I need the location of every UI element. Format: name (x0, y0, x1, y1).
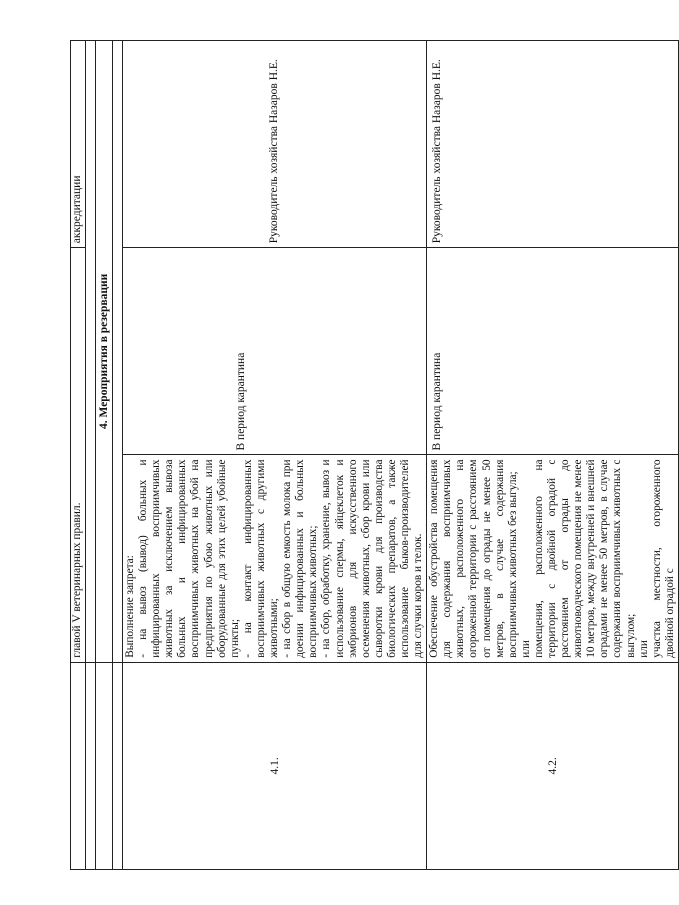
spacer-cell (86, 41, 96, 663)
content-line: - на вывоз (вывод) больных и инфицированных восприимчивых животных за исключением вывоза больных и инфицированных восприимчивых животных на убой на предприятия по убою животных или оборудованные для этих целей убойные пункты; (137, 459, 241, 658)
content-line: - на сбор, обработку, хранение, вывоз и использование спермы, яйцеклеток и эмбрионов для искусственного осеменения животных, сбор крови или сыворотки крови для производства биологических препаратов, а также использование быков-производителей для случки коров и телок. (320, 459, 425, 658)
content-line: - на сбор в общую емкость молока при доении инфицированных и больных восприимчивых животных; (281, 459, 320, 658)
section-title: 4. Мероприятия в резервации (96, 41, 113, 663)
row-content (427, 455, 679, 662)
table-row (427, 41, 679, 870)
quarantine-measures-table (70, 40, 679, 870)
spacer-cell (86, 662, 96, 869)
row-when: В период карантина (123, 248, 427, 455)
content-line: Обеспечение обустройства помещения для содержания восприимчивых животных, расположенного на огороженной территории с расстоянием от помещения до ограды не менее 50 метров, в случае содержания восприимчивых животных без выгула; (428, 459, 519, 658)
empty-cell (71, 662, 86, 869)
row-number: 4.2. (427, 662, 679, 869)
row-when: В период карантина (427, 248, 679, 455)
spacer-cell (113, 662, 123, 869)
content-line: помещения, расположенного на территории с двойной оградой с расстоянием от ограды до животноводческого помещения не менее 10 метров, между внутренней и внешней оградами не менее 50 метров, в случае содержания восприимчивых животных с выгулом; (532, 459, 637, 658)
empty-cell (96, 662, 113, 869)
row-number: 4.1. (123, 662, 427, 869)
content-line: - на контакт инфицированных восприимчивых животных с другими животными; (241, 459, 281, 658)
row-responsible: Руководитель хозяйства Назаров Н.Е. (427, 41, 679, 248)
spacer-row (113, 41, 123, 870)
content-line: или (637, 640, 650, 658)
prev-row-content: главой V ветеринарных правил. (71, 248, 86, 663)
table-row (123, 41, 427, 870)
section-header-row (96, 41, 113, 870)
content-line: или (519, 640, 532, 658)
spacer-cell (113, 41, 123, 663)
content-line: участка местности, огороженного двойной оградой с (650, 459, 676, 658)
prev-row-responsible: аккредитации (71, 41, 86, 248)
table-row-previous (71, 41, 86, 870)
spacer-row (86, 41, 96, 870)
rotated-table-container (70, 40, 676, 870)
row-content (123, 455, 427, 662)
content-line: Выполнение запрета: (124, 555, 136, 658)
row-responsible: Руководитель хозяйства Назаров Н.Е. (123, 41, 427, 248)
